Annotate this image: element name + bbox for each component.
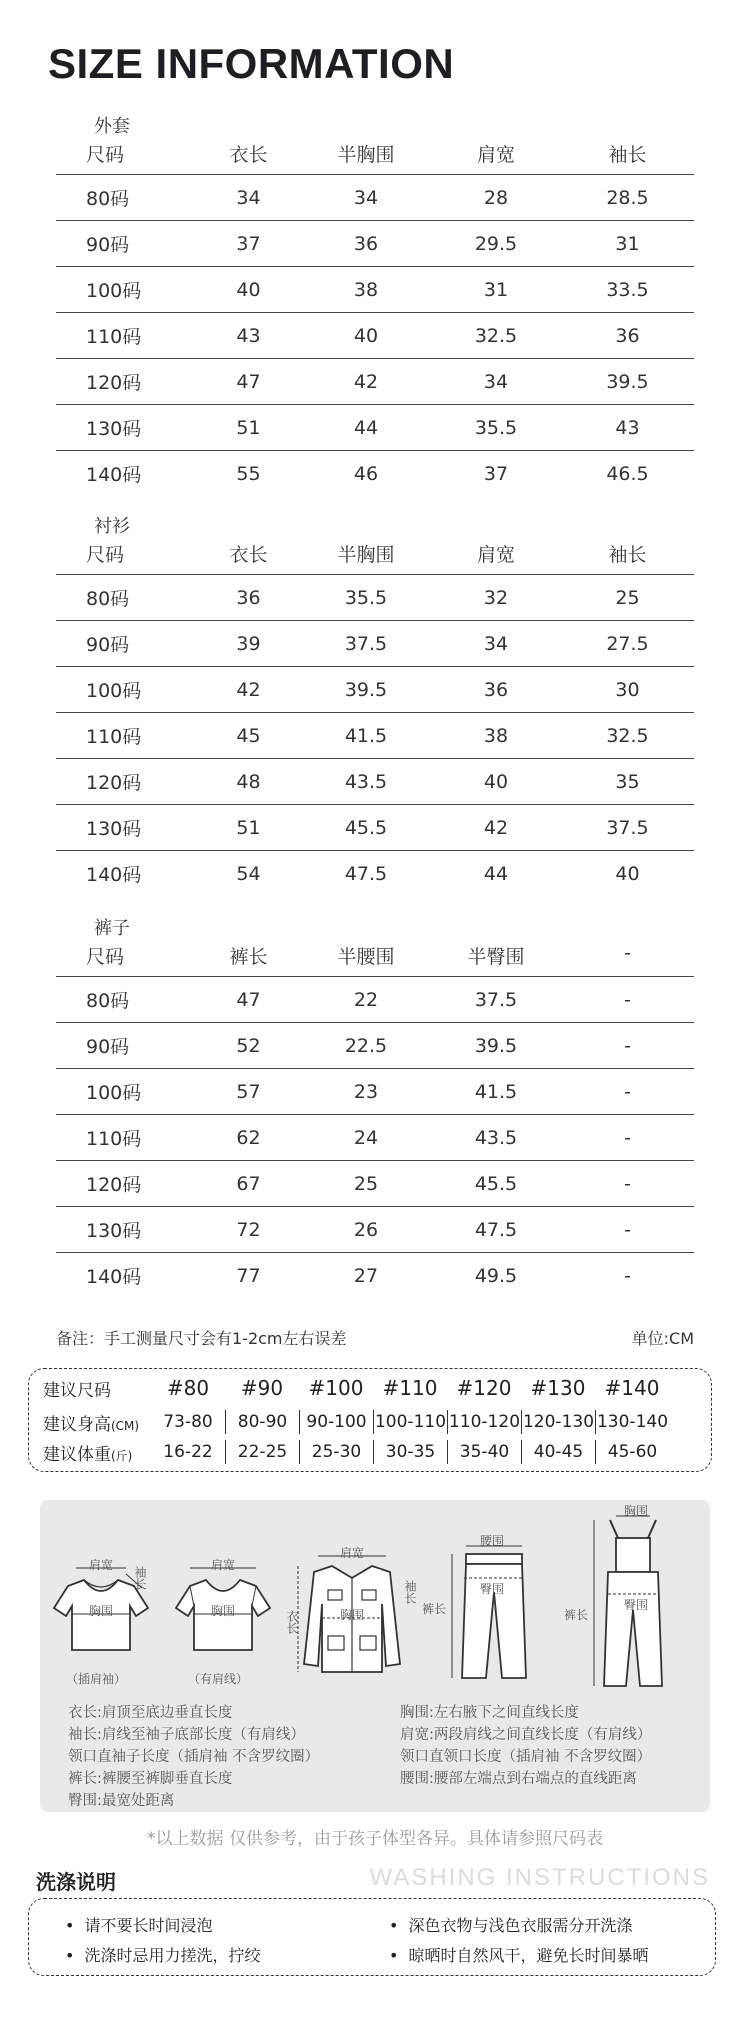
- recommend-cell: 35-40: [447, 1440, 521, 1464]
- table-cell: 120码: [86, 1174, 142, 1196]
- raglan-tshirt-diagram: [46, 1550, 156, 1660]
- definition-item: 胸围:左右腋下之间直线长度: [400, 1705, 579, 1721]
- table-cell: 37.5: [606, 816, 649, 839]
- table-row: [56, 312, 694, 358]
- recommend-cell: 130-140: [596, 1412, 669, 1432]
- header-cell: 半臀围: [467, 946, 525, 968]
- sleeve-label: 袖长: [133, 1566, 147, 1590]
- header-cell: 尺码: [86, 144, 125, 166]
- table-cell: 43: [615, 416, 640, 439]
- definition-item: 裤长:裤腰至裤脚垂直长度: [68, 1771, 233, 1787]
- table-cell: 110码: [86, 726, 142, 748]
- recommend-cell: #120: [456, 1376, 512, 1400]
- table-cell: 140码: [86, 864, 142, 886]
- table-cell: 40: [483, 770, 509, 793]
- table-cell: 42: [353, 370, 379, 393]
- table-cell: 140码: [86, 1266, 142, 1288]
- table-header: [56, 942, 694, 972]
- table-cell: 100码: [86, 1082, 142, 1104]
- table-cell: 51: [236, 816, 261, 839]
- table-row: [56, 220, 694, 266]
- unit-label: 单位:CM: [631, 1329, 694, 1348]
- table-cell: 24: [353, 1126, 379, 1149]
- recommendation-box: [28, 1368, 712, 1472]
- table-row: [56, 404, 694, 450]
- table-cell: 39: [236, 632, 261, 655]
- recommend-height-row: [29, 1409, 713, 1435]
- table-cell: 27.5: [606, 632, 649, 655]
- table-cell: -: [624, 1172, 631, 1195]
- table-row: [56, 574, 694, 620]
- table-cell: 39.5: [606, 370, 649, 393]
- table-cell: 34: [483, 370, 509, 393]
- table-cell: 47.5: [344, 862, 388, 885]
- table-cell: 29.5: [474, 232, 518, 255]
- table-cell: -: [624, 1080, 631, 1103]
- recommend-cell: #130: [530, 1376, 586, 1400]
- table-cell: 36: [353, 232, 379, 255]
- table-row: [56, 1068, 694, 1114]
- table-cell: 47: [236, 988, 261, 1011]
- definition-item: 臀围:最宽处距离: [68, 1793, 175, 1809]
- table-cell: 47.5: [474, 1218, 518, 1241]
- table-cell: 34: [353, 186, 379, 209]
- recommend-cell: #110: [382, 1376, 438, 1400]
- table-cell: 35: [615, 770, 640, 793]
- table-cell: 46.5: [606, 462, 649, 485]
- table-cell: 62: [236, 1126, 261, 1149]
- table-cell: 46: [353, 462, 379, 485]
- table-cell: 39.5: [344, 678, 388, 701]
- washing-title-en: WASHING INSTRUCTIONS: [369, 1864, 710, 1891]
- reference-note: *以上数据 仅供参考，由于孩子体型各异。具体请参照尺码表: [147, 1829, 603, 1849]
- table-cell: 36: [236, 586, 261, 609]
- washing-item: • 请不要长时间浸泡: [65, 1913, 212, 1936]
- recommend-size-label: 建议尺码: [43, 1380, 111, 1401]
- table-cell: 47: [236, 370, 261, 393]
- pants-length-label: 裤长: [422, 1602, 447, 1616]
- definition-item: 袖长:肩线至袖子底部长度（有肩线）: [68, 1727, 305, 1743]
- table-cell: 45.5: [474, 1172, 518, 1195]
- table-cell: 52: [236, 1034, 261, 1057]
- table-cell: 22.5: [344, 1034, 388, 1057]
- definition-item: 领口直领口长度（插肩袖 不含罗纹圈）: [400, 1749, 652, 1765]
- washing-item: • 洗涤时忌用力搓洗，拧绞: [65, 1943, 260, 1966]
- header-cell: 袖长: [608, 144, 647, 166]
- table-cell: 38: [353, 278, 379, 301]
- table-row: [56, 1206, 694, 1252]
- table-cell: 34: [236, 186, 261, 209]
- recommend-cell: #100: [308, 1376, 364, 1400]
- table-category: 外套: [94, 116, 130, 137]
- shoulder-seam-tshirt-diagram: [168, 1550, 278, 1660]
- header-cell: 半腰围: [337, 946, 395, 968]
- header-cell: 尺码: [86, 946, 125, 968]
- table-cell: 42: [236, 678, 261, 701]
- table-cell: 41.5: [344, 724, 388, 747]
- recommend-cell: 40-45: [521, 1440, 595, 1464]
- table-cell: -: [624, 1218, 631, 1241]
- table-category: 裤子: [94, 918, 130, 939]
- recommend-cell: #140: [604, 1376, 660, 1400]
- table-cell: 120码: [86, 772, 142, 794]
- table-cell: 36: [483, 678, 509, 701]
- table-cell: 40: [353, 324, 379, 347]
- seam-caption: （有肩线）: [188, 1672, 249, 1686]
- table-cell: 25: [353, 1172, 379, 1195]
- table-cell: 54: [236, 862, 261, 885]
- table-cell: 100码: [86, 680, 142, 702]
- table-row: [56, 976, 694, 1022]
- table-cell: 38: [483, 724, 509, 747]
- table-cell: 41.5: [474, 1080, 518, 1103]
- recommend-height-label: [29, 1410, 151, 1435]
- table-cell: 80码: [86, 588, 130, 610]
- table-cell: 25: [615, 586, 640, 609]
- header-cell: 尺码: [86, 544, 125, 566]
- table-row: [56, 850, 694, 896]
- table-row: [56, 712, 694, 758]
- table-cell: 72: [236, 1218, 261, 1241]
- shoulder-label: 肩宽: [211, 1558, 236, 1572]
- header-cell: 袖长: [608, 544, 647, 566]
- table-cell: 40: [236, 278, 261, 301]
- header-cell: -: [624, 942, 631, 964]
- table-cell: 110码: [86, 1128, 142, 1150]
- raglan-caption: （插肩袖）: [66, 1672, 127, 1686]
- recommend-cell: 30-35: [373, 1440, 447, 1464]
- table-cell: 80码: [86, 188, 130, 210]
- table-row: [56, 1022, 694, 1068]
- table-cell: 28: [483, 186, 509, 209]
- chest-label: 胸围: [211, 1604, 236, 1618]
- table-cell: 35.5: [344, 586, 388, 609]
- table-cell: 130码: [86, 818, 142, 840]
- height-unit: (CM): [111, 1418, 140, 1433]
- table-cell: 44: [483, 862, 509, 885]
- table-cell: 35.5: [474, 416, 518, 439]
- table-cell: 43.5: [344, 770, 388, 793]
- sleeve-label: 袖长: [403, 1580, 417, 1604]
- washing-item: • 晾晒时自然风干，避免长时间暴晒: [389, 1943, 648, 1966]
- table-cell: 31: [483, 278, 509, 301]
- table-cell: 90码: [86, 634, 130, 656]
- recommend-cell: #90: [240, 1376, 284, 1400]
- definitions-right: [400, 1702, 651, 1790]
- page-title: SIZE INFORMATION: [48, 40, 455, 87]
- table-cell: 42: [483, 816, 509, 839]
- header-cell: 肩宽: [476, 544, 515, 566]
- header-cell: 半胸围: [337, 144, 395, 166]
- table-row: [56, 1114, 694, 1160]
- table-cell: 40: [615, 862, 640, 885]
- table-cell: 110码: [86, 326, 142, 348]
- table-cell: 43: [236, 324, 261, 347]
- table-cell: 23: [353, 1080, 379, 1103]
- table-row: [56, 358, 694, 404]
- definition-item: 衣长:肩顶至底边垂直长度: [68, 1705, 233, 1721]
- recommend-cell: 90-100: [299, 1410, 373, 1434]
- recommend-weight-label: [29, 1440, 151, 1465]
- chest-label: 胸围: [89, 1604, 114, 1618]
- recommend-weight-row: [29, 1439, 713, 1465]
- table-cell: 22: [353, 988, 379, 1011]
- chest-label: 胸围: [340, 1608, 365, 1622]
- table-category: 衬衫: [94, 516, 130, 537]
- table-row: [56, 174, 694, 220]
- table-header: [56, 140, 694, 170]
- washing-box: [28, 1898, 716, 1976]
- recommend-cell: 16-22: [163, 1442, 213, 1462]
- header-cell: 衣长: [229, 544, 268, 566]
- pants-diagram: [422, 1534, 538, 1688]
- table-row: [56, 450, 694, 496]
- table-cell: 51: [236, 416, 261, 439]
- recommend-cell: 45-60: [595, 1440, 669, 1464]
- weight-unit: (斤): [111, 1448, 133, 1463]
- table-cell: 48: [236, 770, 261, 793]
- recommend-cell: 100-110: [374, 1412, 447, 1432]
- recommend-cell: 110-120: [448, 1412, 521, 1432]
- height-label-text: 建议身高: [43, 1414, 111, 1435]
- recommend-size-row: [29, 1375, 713, 1401]
- table-cell: 49.5: [474, 1264, 518, 1287]
- shoulder-label: 肩宽: [340, 1546, 365, 1560]
- table-cell: 67: [236, 1172, 261, 1195]
- table-row: [56, 1160, 694, 1206]
- table-cell: 57: [236, 1080, 261, 1103]
- shoulder-label: 肩宽: [89, 1558, 114, 1572]
- header-cell: 半胸围: [337, 544, 395, 566]
- table-cell: -: [624, 1034, 631, 1057]
- table-cell: 36: [615, 324, 640, 347]
- chest-label: 胸围: [624, 1504, 649, 1518]
- table-cell: 37: [236, 232, 261, 255]
- table-cell: 43.5: [474, 1126, 518, 1149]
- table-cell: 100码: [86, 280, 142, 302]
- measurement-note: 备注：手工测量尺寸会有1-2cm左右误差: [56, 1329, 347, 1348]
- table-cell: 130码: [86, 418, 142, 440]
- header-cell: 裤长: [229, 946, 268, 968]
- table-cell: 45.5: [344, 816, 388, 839]
- weight-label-text: 建议体重: [43, 1444, 111, 1465]
- recommend-cell: 120-130: [522, 1412, 595, 1432]
- table-cell: 34: [483, 632, 509, 655]
- table-row: [56, 1252, 694, 1298]
- recommend-cell: #80: [166, 1376, 210, 1400]
- table-cell: 30: [615, 678, 640, 701]
- table-cell: 28.5: [606, 186, 649, 209]
- recommend-cell: 25-30: [299, 1440, 373, 1464]
- table-cell: 37.5: [474, 988, 518, 1011]
- recommend-cell: 73-80: [163, 1412, 213, 1432]
- length-label: 衣长: [285, 1610, 299, 1634]
- table-cell: 31: [615, 232, 640, 255]
- table-cell: -: [624, 988, 631, 1011]
- pants-icon: [442, 1538, 538, 1688]
- overalls-diagram: [564, 1504, 680, 1692]
- table-row: [56, 620, 694, 666]
- table-cell: 27: [353, 1264, 379, 1287]
- recommend-cell: 80-90: [225, 1410, 299, 1434]
- table-cell: 90码: [86, 234, 130, 256]
- table-cell: 33.5: [606, 278, 649, 301]
- washing-item: • 深色衣物与浅色衣服需分开洗涤: [389, 1913, 632, 1936]
- table-row: [56, 666, 694, 712]
- table-cell: 45: [236, 724, 261, 747]
- table-cell: 37.5: [344, 632, 388, 655]
- table-cell: 39.5: [474, 1034, 518, 1057]
- table-cell: 44: [353, 416, 379, 439]
- hip-label: 臀围: [624, 1598, 649, 1612]
- table-cell: -: [624, 1264, 631, 1287]
- table-cell: 90码: [86, 1036, 130, 1058]
- header-cell: 肩宽: [476, 144, 515, 166]
- definition-item: 肩宽:两段肩线之间直线长度（有肩线）: [400, 1727, 652, 1743]
- hip-label: 臀围: [480, 1582, 505, 1596]
- waist-label: 腰围: [480, 1534, 505, 1548]
- washing-title: 洗涤说明: [36, 1870, 116, 1894]
- pants-length-label: 裤长: [564, 1608, 589, 1622]
- header-cell: 衣长: [229, 144, 268, 166]
- table-cell: 120码: [86, 372, 142, 394]
- definitions-left: [68, 1702, 319, 1812]
- jacket-diagram: [285, 1544, 417, 1684]
- table-cell: 130码: [86, 1220, 142, 1242]
- definition-item: 领口直袖子长度（插肩袖 不含罗纹圈）: [68, 1749, 320, 1765]
- table-cell: 26: [353, 1218, 379, 1241]
- table-cell: 32.5: [474, 324, 518, 347]
- table-cell: 55: [236, 462, 261, 485]
- recommend-cell: 22-25: [225, 1440, 299, 1464]
- table-cell: 80码: [86, 990, 130, 1012]
- table-row: [56, 804, 694, 850]
- table-cell: 32: [483, 586, 509, 609]
- table-cell: 77: [236, 1264, 261, 1287]
- table-cell: 37: [483, 462, 509, 485]
- table-cell: 32.5: [606, 724, 649, 747]
- table-row: [56, 758, 694, 804]
- definition-item: 腰围:腰部左端点到右端点的直线距离: [400, 1771, 637, 1787]
- table-cell: 140码: [86, 464, 142, 486]
- table-row: [56, 266, 694, 312]
- table-header: [56, 540, 694, 570]
- table-cell: -: [624, 1126, 631, 1149]
